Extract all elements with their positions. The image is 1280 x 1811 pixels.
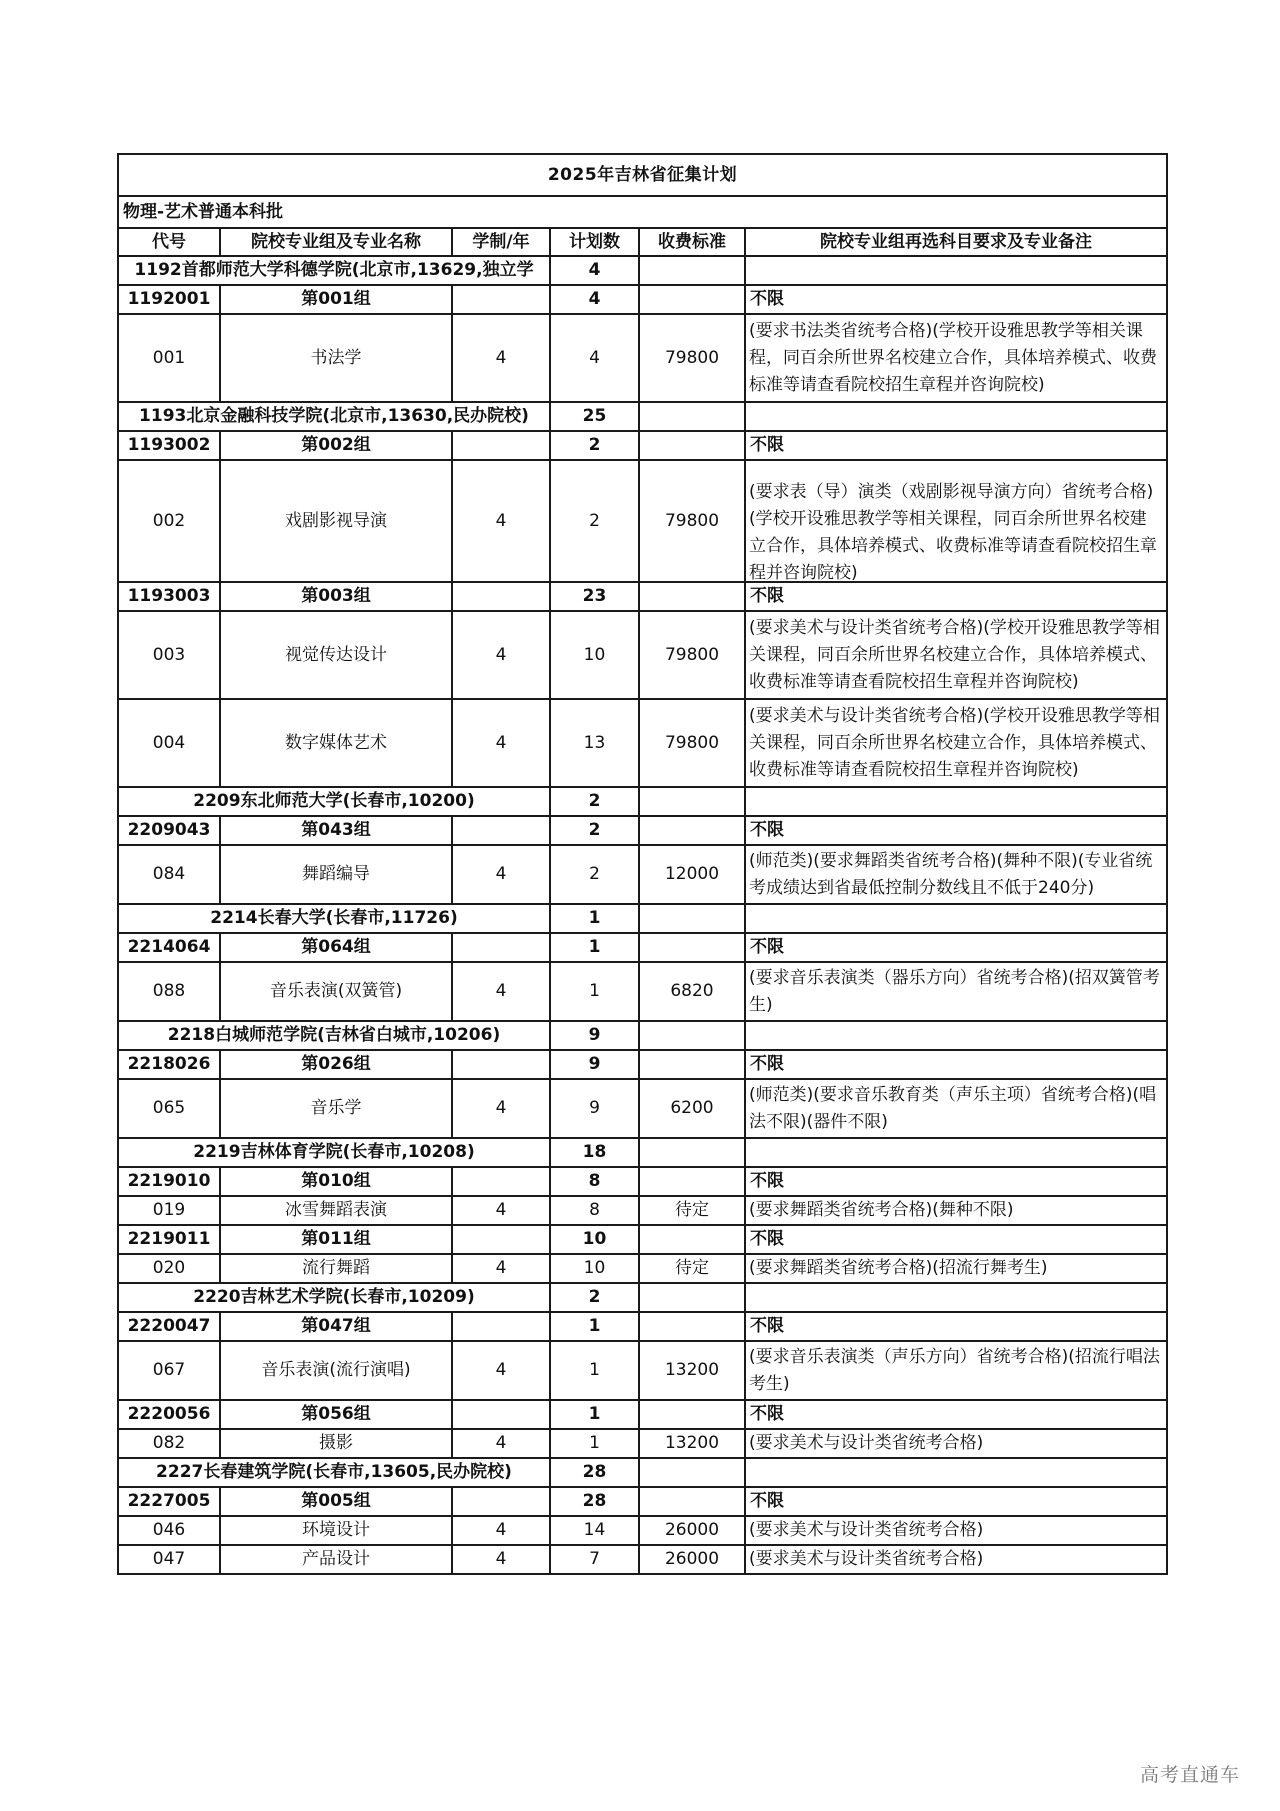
subject-requirement: 不限 <box>745 1487 1167 1516</box>
plan-count: 14 <box>550 1516 639 1545</box>
years <box>452 285 550 314</box>
major-name: 音乐学 <box>220 1079 452 1138</box>
major-row <box>118 1545 1167 1574</box>
years: 4 <box>452 460 550 582</box>
major-name: 书法学 <box>220 314 452 402</box>
fee: 79800 <box>639 314 745 402</box>
plan-count: 10 <box>550 1225 639 1254</box>
notes <box>745 1138 1167 1167</box>
fee <box>639 787 745 816</box>
subject-requirement: 不限 <box>745 1167 1167 1196</box>
fee <box>639 933 745 962</box>
major-notes-text: (要求音乐表演类（器乐方向）省统考合格)(招双簧管考生) <box>749 967 1160 1015</box>
years: 4 <box>452 1429 550 1458</box>
document-title: 2025年吉林省征集计划 <box>118 154 1167 196</box>
major-code: 047 <box>118 1545 220 1574</box>
fee <box>639 816 745 845</box>
major-name: 冰雪舞蹈表演 <box>220 1196 452 1225</box>
years <box>452 431 550 460</box>
school-name: 1193北京金融科技学院(北京市,13630,民办院校) <box>118 402 550 431</box>
plan-count: 2 <box>550 787 639 816</box>
fee: 79800 <box>639 699 745 787</box>
group-row <box>118 582 1167 611</box>
fee: 6820 <box>639 962 745 1021</box>
group-name: 第005组 <box>220 1487 452 1516</box>
school-row <box>118 1021 1167 1050</box>
major-notes-text: (要求舞蹈类省统考合格)(舞种不限) <box>749 1200 1014 1220</box>
plan-count: 9 <box>550 1021 639 1050</box>
header-code: 代号 <box>118 228 220 256</box>
major-name: 戏剧影视导演 <box>220 460 452 582</box>
group-code: 2220047 <box>118 1312 220 1341</box>
major-name: 流行舞蹈 <box>220 1254 452 1283</box>
group-code: 2214064 <box>118 933 220 962</box>
fee <box>639 1050 745 1079</box>
school-name: 2209东北师范大学(长春市,10200) <box>118 787 550 816</box>
batch-label: 物理-艺术普通本科批 <box>118 196 1167 228</box>
years: 4 <box>452 1079 550 1138</box>
major-notes-text: (要求书法类省统考合格)(学校开设雅思教学等相关课程，同百余所世界名校建立合作，具体培养模式、收费标准等请查看院校招生章程并咨询院校) <box>749 320 1157 395</box>
group-name: 第011组 <box>220 1225 452 1254</box>
notes <box>745 904 1167 933</box>
major-name: 摄影 <box>220 1429 452 1458</box>
fee: 79800 <box>639 460 745 582</box>
plan-count: 10 <box>550 1254 639 1283</box>
school-row <box>118 787 1167 816</box>
group-name: 第010组 <box>220 1167 452 1196</box>
title-row <box>118 154 1167 196</box>
fee <box>639 1138 745 1167</box>
major-name: 舞蹈编导 <box>220 845 452 904</box>
subject-requirement: 不限 <box>745 1312 1167 1341</box>
plan-count: 1 <box>550 1312 639 1341</box>
notes <box>745 1458 1167 1487</box>
years <box>452 1400 550 1429</box>
major-code: 084 <box>118 845 220 904</box>
school-name: 2219吉林体育学院(长春市,10208) <box>118 1138 550 1167</box>
fee <box>639 1225 745 1254</box>
major-name: 音乐表演(双簧管) <box>220 962 452 1021</box>
major-notes <box>745 1254 1167 1283</box>
group-code: 2219011 <box>118 1225 220 1254</box>
fee: 12000 <box>639 845 745 904</box>
years <box>452 1167 550 1196</box>
school-name: 2214长春大学(长春市,11726) <box>118 904 550 933</box>
years: 4 <box>452 1545 550 1574</box>
years: 4 <box>452 611 550 699</box>
fee <box>639 402 745 431</box>
plan-count: 2 <box>550 1283 639 1312</box>
major-code: 002 <box>118 460 220 582</box>
school-row <box>118 1138 1167 1167</box>
header-years: 学制/年 <box>452 228 550 256</box>
group-name: 第056组 <box>220 1400 452 1429</box>
major-notes-text: (要求美术与设计类省统考合格)(学校开设雅思教学等相关课程，同百余所世界名校建立合作，具体培养模式、收费标准等请查看院校招生章程并咨询院校) <box>749 705 1160 780</box>
major-notes-text: (师范类)(要求舞蹈类省统考合格)(舞种不限)(专业省统考成绩达到省最低控制分数线且不低于240分) <box>749 850 1153 898</box>
major-notes <box>745 611 1167 699</box>
plan-count: 28 <box>550 1458 639 1487</box>
major-notes <box>745 1516 1167 1545</box>
group-code: 1193002 <box>118 431 220 460</box>
major-notes <box>745 845 1167 904</box>
major-code: 046 <box>118 1516 220 1545</box>
fee <box>639 1487 745 1516</box>
major-notes-text: (要求美术与设计类省统考合格) <box>749 1549 984 1569</box>
school-name: 2220吉林艺术学院(长春市,10209) <box>118 1283 550 1312</box>
fee <box>639 285 745 314</box>
plan-count: 9 <box>550 1050 639 1079</box>
batch-row <box>118 196 1167 228</box>
header-plan: 计划数 <box>550 228 639 256</box>
subject-requirement: 不限 <box>745 285 1167 314</box>
plan-count: 4 <box>550 285 639 314</box>
years <box>452 582 550 611</box>
group-name: 第047组 <box>220 1312 452 1341</box>
header-notes: 院校专业组再选科目要求及专业备注 <box>745 228 1167 256</box>
major-notes-text: (师范类)(要求音乐教育类（声乐主项）省统考合格)(唱法不限)(器件不限) <box>749 1084 1157 1132</box>
fee <box>639 1167 745 1196</box>
major-code: 065 <box>118 1079 220 1138</box>
group-row <box>118 1050 1167 1079</box>
notes <box>745 1283 1167 1312</box>
major-code: 082 <box>118 1429 220 1458</box>
years <box>452 816 550 845</box>
plan-count: 4 <box>550 314 639 402</box>
major-notes <box>745 1196 1167 1225</box>
fee <box>639 1400 745 1429</box>
fee <box>639 1021 745 1050</box>
major-name: 环境设计 <box>220 1516 452 1545</box>
group-name: 第043组 <box>220 816 452 845</box>
major-code: 001 <box>118 314 220 402</box>
major-row <box>118 1429 1167 1458</box>
group-row <box>118 1167 1167 1196</box>
major-code: 067 <box>118 1341 220 1400</box>
major-name: 数字媒体艺术 <box>220 699 452 787</box>
plan-count: 23 <box>550 582 639 611</box>
years: 4 <box>452 1254 550 1283</box>
years: 4 <box>452 314 550 402</box>
fee: 待定 <box>639 1254 745 1283</box>
group-name: 第026组 <box>220 1050 452 1079</box>
fee <box>639 431 745 460</box>
major-row <box>118 460 1167 582</box>
group-row <box>118 285 1167 314</box>
major-notes <box>745 962 1167 1021</box>
notes <box>745 787 1167 816</box>
years <box>452 1225 550 1254</box>
fee <box>639 256 745 285</box>
plan-count: 1 <box>550 962 639 1021</box>
plan-count: 10 <box>550 611 639 699</box>
group-code: 2219010 <box>118 1167 220 1196</box>
notes <box>745 256 1167 285</box>
plan-count: 2 <box>550 460 639 582</box>
major-row <box>118 962 1167 1021</box>
group-name: 第003组 <box>220 582 452 611</box>
header-fee: 收费标准 <box>639 228 745 256</box>
group-code: 1193003 <box>118 582 220 611</box>
major-row <box>118 611 1167 699</box>
major-notes <box>745 460 1167 582</box>
group-row <box>118 1225 1167 1254</box>
major-notes <box>745 1341 1167 1400</box>
subject-requirement: 不限 <box>745 431 1167 460</box>
subject-requirement: 不限 <box>745 1400 1167 1429</box>
fee: 待定 <box>639 1196 745 1225</box>
subject-requirement: 不限 <box>745 582 1167 611</box>
major-name: 产品设计 <box>220 1545 452 1574</box>
enrollment-plan-table <box>117 153 1168 1575</box>
plan-count: 1 <box>550 1400 639 1429</box>
years <box>452 1050 550 1079</box>
school-name: 1192首都师范大学科德学院(北京市,13629,独立学 <box>118 256 550 285</box>
school-name: 2227长春建筑学院(长春市,13605,民办院校) <box>118 1458 550 1487</box>
fee: 6200 <box>639 1079 745 1138</box>
group-row <box>118 1400 1167 1429</box>
group-row <box>118 431 1167 460</box>
school-row <box>118 1458 1167 1487</box>
major-row <box>118 1079 1167 1138</box>
group-name: 第064组 <box>220 933 452 962</box>
fee <box>639 1312 745 1341</box>
years: 4 <box>452 699 550 787</box>
header-row <box>118 228 1167 256</box>
years <box>452 1312 550 1341</box>
subject-requirement: 不限 <box>745 1050 1167 1079</box>
major-notes-text: (要求音乐表演类（声乐方向）省统考合格)(招流行唱法考生) <box>749 1346 1160 1394</box>
years: 4 <box>452 845 550 904</box>
plan-count: 2 <box>550 431 639 460</box>
plan-count: 1 <box>550 933 639 962</box>
major-code: 020 <box>118 1254 220 1283</box>
school-row <box>118 904 1167 933</box>
group-name: 第001组 <box>220 285 452 314</box>
plan-count: 1 <box>550 1429 639 1458</box>
years: 4 <box>452 1196 550 1225</box>
school-row <box>118 402 1167 431</box>
fee: 26000 <box>639 1516 745 1545</box>
major-row <box>118 314 1167 402</box>
major-notes-text: (要求美术与设计类省统考合格)(学校开设雅思教学等相关课程，同百余所世界名校建立合作，具体培养模式、收费标准等请查看院校招生章程并咨询院校) <box>749 617 1160 692</box>
school-name: 2218白城师范学院(吉林省白城市,10206) <box>118 1021 550 1050</box>
major-notes <box>745 1079 1167 1138</box>
major-row <box>118 1516 1167 1545</box>
years: 4 <box>452 1516 550 1545</box>
years <box>452 933 550 962</box>
major-row <box>118 699 1167 787</box>
plan-count: 8 <box>550 1196 639 1225</box>
group-code: 2209043 <box>118 816 220 845</box>
fee: 26000 <box>639 1545 745 1574</box>
major-code: 019 <box>118 1196 220 1225</box>
watermark: 高考直通车 <box>1140 1764 1241 1786</box>
fee <box>639 582 745 611</box>
notes <box>745 1021 1167 1050</box>
major-row <box>118 845 1167 904</box>
plan-count: 13 <box>550 699 639 787</box>
major-notes-text: (要求舞蹈类省统考合格)(招流行舞考生) <box>749 1258 1048 1278</box>
fee <box>639 1458 745 1487</box>
notes <box>745 402 1167 431</box>
group-code: 2227005 <box>118 1487 220 1516</box>
subject-requirement: 不限 <box>745 816 1167 845</box>
plan-count: 1 <box>550 1341 639 1400</box>
years: 4 <box>452 1341 550 1400</box>
major-notes-text: (要求表（导）演类（戏剧影视导演方向）省统考合格)(学校开设雅思教学等相关课程，同百余所世界名校建立合作，具体培养模式、收费标准等请查看院校招生章程并咨询院校) <box>749 482 1157 583</box>
years <box>452 1487 550 1516</box>
plan-count: 7 <box>550 1545 639 1574</box>
major-name: 音乐表演(流行演唱) <box>220 1341 452 1400</box>
group-row <box>118 933 1167 962</box>
group-row <box>118 1487 1167 1516</box>
plan-count: 1 <box>550 904 639 933</box>
fee: 79800 <box>639 611 745 699</box>
major-notes-text: (要求美术与设计类省统考合格) <box>749 1433 984 1453</box>
group-code: 2220056 <box>118 1400 220 1429</box>
major-notes <box>745 1545 1167 1574</box>
plan-count: 2 <box>550 816 639 845</box>
fee <box>639 1283 745 1312</box>
subject-requirement: 不限 <box>745 1225 1167 1254</box>
plan-count: 4 <box>550 256 639 285</box>
fee: 13200 <box>639 1429 745 1458</box>
major-row <box>118 1254 1167 1283</box>
school-row <box>118 256 1167 285</box>
header-name: 院校专业组及专业名称 <box>220 228 452 256</box>
major-notes <box>745 699 1167 787</box>
group-row <box>118 816 1167 845</box>
group-name: 第002组 <box>220 431 452 460</box>
plan-count: 28 <box>550 1487 639 1516</box>
subject-requirement: 不限 <box>745 933 1167 962</box>
major-notes-text: (要求美术与设计类省统考合格) <box>749 1520 984 1540</box>
major-notes <box>745 1429 1167 1458</box>
plan-count: 18 <box>550 1138 639 1167</box>
group-row <box>118 1312 1167 1341</box>
major-row <box>118 1341 1167 1400</box>
plan-count: 25 <box>550 402 639 431</box>
years: 4 <box>452 962 550 1021</box>
school-row <box>118 1283 1167 1312</box>
major-code: 003 <box>118 611 220 699</box>
fee <box>639 904 745 933</box>
major-code: 004 <box>118 699 220 787</box>
major-code: 088 <box>118 962 220 1021</box>
group-code: 2218026 <box>118 1050 220 1079</box>
group-code: 1192001 <box>118 285 220 314</box>
plan-count: 9 <box>550 1079 639 1138</box>
major-row <box>118 1196 1167 1225</box>
plan-count: 8 <box>550 1167 639 1196</box>
major-name: 视觉传达设计 <box>220 611 452 699</box>
major-notes <box>745 314 1167 402</box>
fee: 13200 <box>639 1341 745 1400</box>
plan-count: 2 <box>550 845 639 904</box>
